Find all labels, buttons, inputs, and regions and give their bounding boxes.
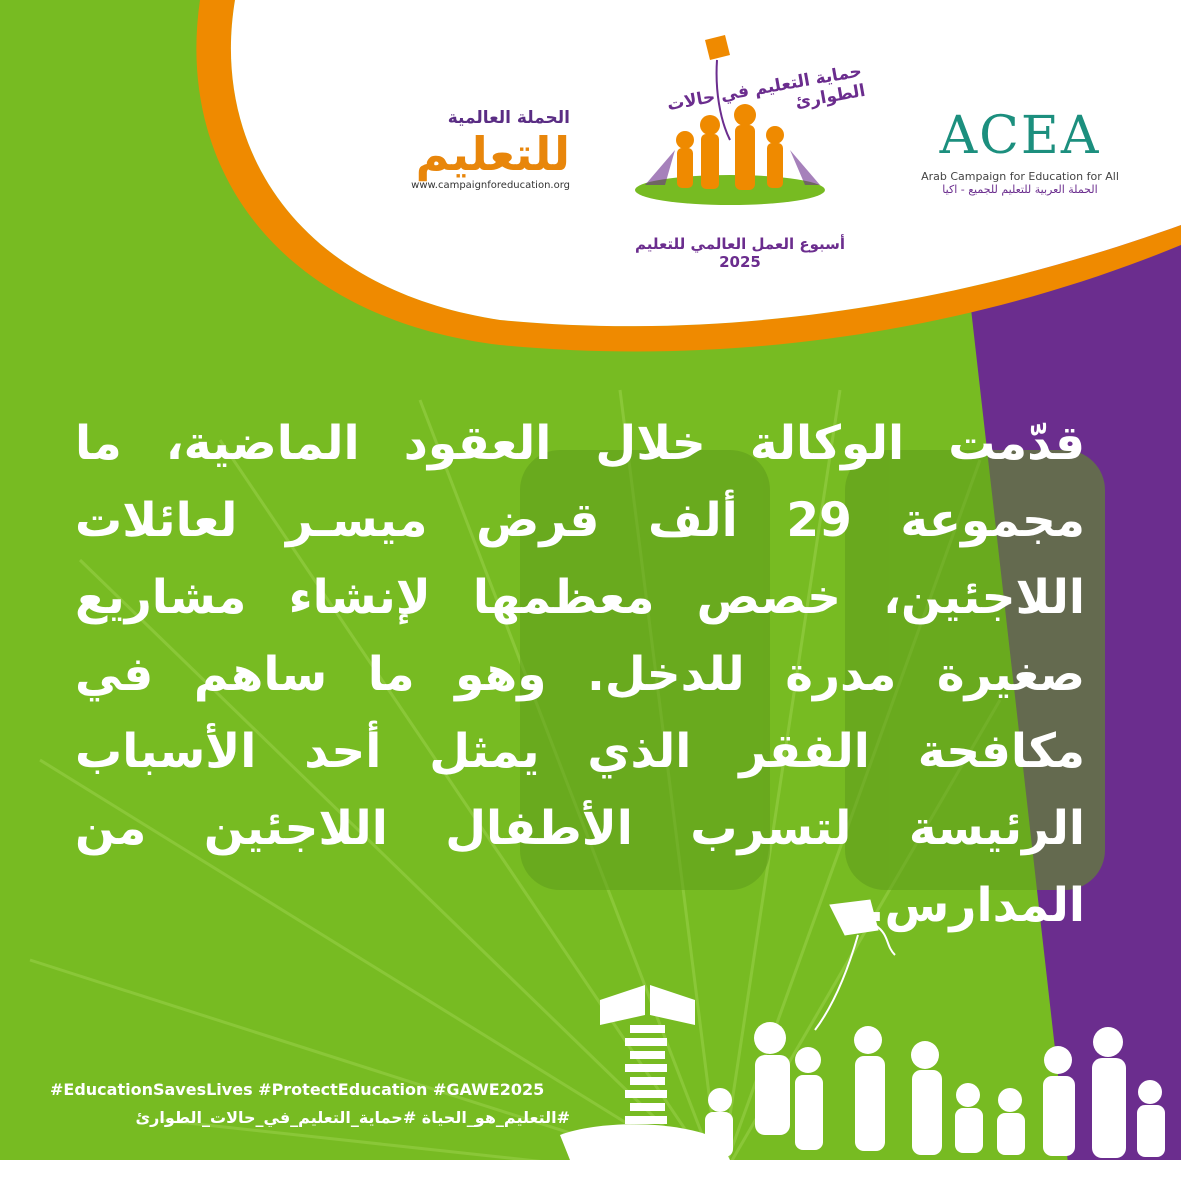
gce-logo-main: للتعليم — [415, 127, 570, 181]
hashtags-english: #EducationSavesLives #ProtectEducation #GAWE2025 — [50, 1080, 545, 1099]
gce-logo-url: www.campaignforeducation.org — [411, 180, 570, 191]
gce-logo — [370, 108, 570, 218]
gce-logo-top: الحملة العالمية — [447, 108, 570, 128]
gawe-logo-bottom: أسبوع العمل العالمي للتعليم 2025 — [634, 235, 846, 271]
gawe-emblem-icon — [605, 30, 865, 230]
main-quote: قدّمت الوكالة خلال العقود الماضية، ما مجموعة 29 ألف قرض ميسـر لعائلات اللاجئين، خصص معظمها لإنشاء مشاريع صغيرة مدرة للدخل. وهو ما ساهم في مكافحة الفقر الذي يمثل أحد الأسباب الرئيسة لتسرب الأطفال اللاجئين من المدارس. — [75, 416, 1085, 933]
gawe-logo-arc: حماية التعليم في حالات الطوارئ — [665, 61, 867, 116]
acea-logo-arabic: الحملة العربية للتعليم للجميع - اكيا — [942, 183, 1098, 196]
acea-logo — [905, 108, 1135, 218]
hashtags-arabic: #التعليم_هو_الحياة #حماية_التعليم_في_حالات_الطوارئ — [135, 1108, 570, 1127]
acea-logo-word: ACEA — [939, 106, 1101, 166]
acea-logo-english: Arab Campaign for Education for All — [921, 170, 1119, 183]
hashtags — [50, 1076, 570, 1132]
gawe-logo — [605, 30, 867, 271]
bottom-border — [0, 1160, 1181, 1181]
